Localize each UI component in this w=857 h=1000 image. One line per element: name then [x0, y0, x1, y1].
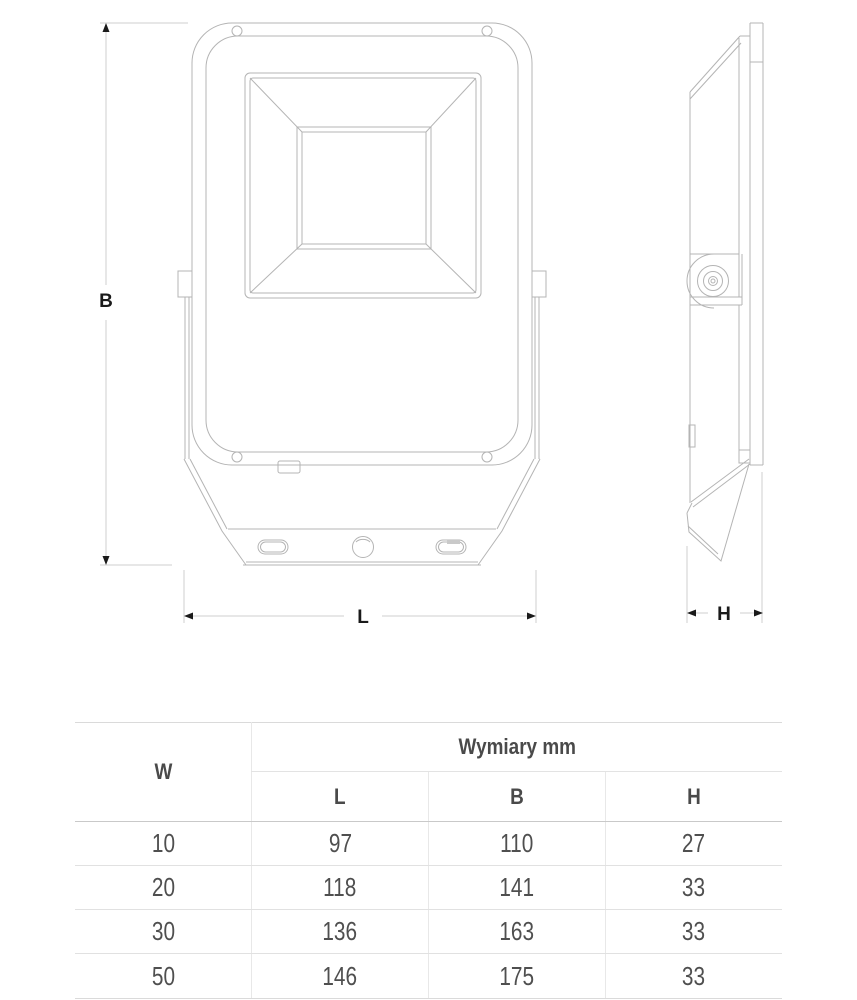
- table-cell: 20: [75, 866, 252, 910]
- pivot-ring: [698, 266, 729, 297]
- bevel-edge: [250, 78, 302, 132]
- reflector-lens: [297, 127, 431, 249]
- dimension-label-h: H: [717, 604, 731, 625]
- pivot-ring: [704, 272, 723, 291]
- table-cell: 10: [75, 822, 252, 866]
- header-w: W: [75, 723, 252, 822]
- front-view: [178, 23, 546, 565]
- header-h: H: [605, 772, 782, 822]
- table-cell: 97: [252, 822, 429, 866]
- mount-hole-center-detail: [356, 539, 370, 542]
- table-cell: 33: [605, 954, 782, 999]
- screw-hole: [482, 26, 492, 36]
- dimensions-table: [75, 722, 782, 999]
- table-cell: 33: [605, 866, 782, 910]
- table-cell: 33: [605, 910, 782, 954]
- bracket-wing-right-inner: [497, 459, 534, 529]
- table-cell: 27: [605, 822, 782, 866]
- mount-slot-right-tab: [447, 540, 460, 544]
- mount-slot-left-inner: [261, 542, 286, 552]
- reflector-lens-inner-line: [302, 132, 426, 244]
- screw-hole: [232, 452, 242, 462]
- table-cell: 136: [252, 910, 429, 954]
- screw-hole: [482, 452, 492, 462]
- dimension-l: [184, 570, 536, 628]
- table-cell: 141: [429, 866, 606, 910]
- arrowhead-up: [103, 23, 110, 32]
- table-cell: 110: [429, 822, 606, 866]
- table-cell: 118: [252, 866, 429, 910]
- table-cell: 163: [429, 910, 606, 954]
- dimension-label-l: L: [357, 607, 369, 628]
- bevel-edge: [426, 78, 476, 132]
- screw-hole: [232, 26, 242, 36]
- arrowhead-left: [687, 610, 696, 617]
- bevel-edge: [250, 244, 302, 293]
- table-cell: 50: [75, 954, 252, 999]
- knuckle-arc: [687, 254, 714, 308]
- pivot-screw: [711, 279, 715, 283]
- bracket-wing-side: [687, 464, 749, 561]
- bracket-diagonal: [693, 464, 750, 507]
- latch-notch: [278, 461, 300, 473]
- dimension-b: [99, 23, 188, 565]
- bevel-edge: [426, 244, 476, 293]
- table-row: [75, 954, 782, 999]
- pivot-tab-right: [532, 271, 546, 297]
- pivot-screw: [709, 277, 718, 286]
- arrowhead-right: [527, 613, 536, 620]
- pivot-tab-left: [178, 271, 192, 297]
- side-view: [687, 23, 763, 561]
- header-b: B: [429, 772, 606, 822]
- back-slope: [690, 36, 740, 92]
- dimension-label-b: B: [99, 291, 113, 312]
- table-cell: 30: [75, 910, 252, 954]
- header-l: L: [252, 772, 429, 822]
- dimensions-table-wrap: [75, 722, 782, 999]
- table-cell: 175: [429, 954, 606, 999]
- header-wymiary-mm: Wymiary mm: [252, 723, 782, 772]
- table-row: [75, 910, 782, 954]
- arrowhead-down: [103, 556, 110, 565]
- table-cell: 146: [252, 954, 429, 999]
- bracket-wing-left: [184, 459, 246, 565]
- arrowhead-left: [184, 613, 193, 620]
- back-slope: [690, 43, 741, 99]
- bracket-wing-side-edge: [687, 503, 692, 513]
- table-row: [75, 822, 782, 866]
- bracket-wing-left-inner: [190, 459, 227, 529]
- bracket-wing-right: [478, 459, 540, 565]
- bracket-wing-side-inner: [688, 526, 718, 554]
- table-header-row-1: [75, 723, 782, 772]
- front-clip-step: [739, 450, 750, 463]
- table-row: [75, 866, 782, 910]
